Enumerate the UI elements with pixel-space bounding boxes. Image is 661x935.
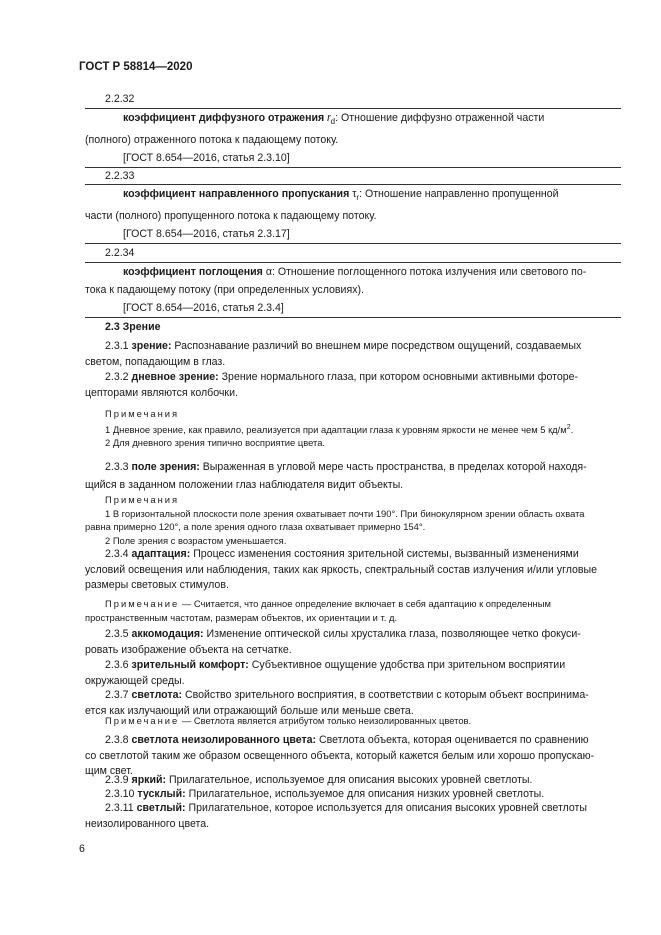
paragraph-2-3-3: 2.3.3 поле зрения: Выраженная в угловой мере часть пространства, в пределах которой находя- щийся в заданном положении глаз наблюдателя видит объекты.: [85, 461, 587, 491]
term-symbol-sub: r: [356, 193, 360, 203]
term-definition-cont: тока к падающему потоку (при определенных условиях).: [85, 284, 364, 296]
term-symbol: r: [327, 112, 331, 124]
term-reference: [ГОСТ 8.654—2016, статья 2.3.17]: [123, 228, 290, 241]
term-symbol: τ: [352, 188, 357, 200]
term-name: коэффициент поглощения: [123, 266, 263, 278]
term-definition-cont: части (полного) пропущенного потока к падающему потоку.: [85, 210, 377, 223]
term-symbol-sub: d: [330, 117, 336, 127]
term-name: коэффициент направленного пропускания: [123, 188, 350, 200]
term-definition: : Отношение направленно пропущенной: [359, 188, 559, 200]
section-title: 2.3 Зрение: [105, 321, 161, 333]
paragraph-2-3-11: 2.3.11 светлый: Прилагательное, которое используется для описания высоких уровней светлоты неизолированного цвета.: [85, 802, 588, 830]
notes-title: Примечания: [105, 408, 180, 419]
term-number: 2.2.32: [105, 93, 135, 105]
notes-title: Примечания: [105, 494, 180, 505]
term-number: 2.2.33: [105, 170, 135, 182]
term-reference: [ГОСТ 8.654—2016, статья 2.3.10]: [123, 152, 290, 165]
term-definition: : Отношение диффузно отраженной части: [335, 112, 545, 124]
term-symbol: α: [265, 266, 272, 278]
paragraph-2-3-7: 2.3.7 светлота: Свойство зрительного восприятия, в соответствии с которым объект воспринима- ется как излучающий или отражающий больше или меньше света.: [85, 689, 589, 717]
document-header: ГОСТ Р 58814—2020: [79, 61, 193, 73]
term-definition: : Отношение поглощенного потока излучения или светового по-: [271, 266, 587, 278]
note-block: Примечание — Считается, что данное определение включает в себя адаптацию к определенным пространственным частотам, размерам объектов, их ориентации и т. д.: [85, 598, 551, 623]
paragraph-2-3-5: 2.3.5 аккомодация: Изменение оптической силы хрусталика глаза, позволяющее четко фокуси- ровать изображение объекта на сетчатке.: [85, 628, 581, 656]
term-reference: [ГОСТ 8.654—2016, статья 2.3.4]: [123, 302, 284, 314]
term-box: [85, 108, 621, 168]
term-definition-cont: (полного) отраженного потока к падающему потоку.: [85, 134, 339, 147]
term-box: [85, 184, 621, 244]
notes-block: Примечания 1 В горизонтальной плоскости поле зрения охватывает почти 190°. При бинокулярном зрении область охвата равна примерно 120°, а поле зрения одного глаза охватывает примерно 154°. 2 Поле зрения с возрастом уменьшается.: [85, 493, 617, 547]
term-box: [85, 262, 621, 318]
paragraph-2-3-10: 2.3.10 тусклый: Прилагательное, используемое для описания низких уровней светлоты.: [105, 788, 545, 800]
paragraph-2-3-8: 2.3.8 светлота неизолированного цвета: Светлота объекта, которая оценивается по сравнению со светлотой таким же образом освещенного объекта, который кажется белым или хорошо пропускаю- щим свет.: [85, 734, 595, 777]
paragraph-2-3-1: 2.3.1 зрение: Распознавание различий во внешнем мире посредством ощущений, создаваемых светом, попадающим в глаз.: [85, 340, 582, 368]
paragraph-2-3-4: 2.3.4 адаптация: Процесс изменения состояния зрительной системы, вызванный изменениями условий освещения или наблюдения, таких как яркость, спектральный состав излучения и/или угловые размеры световых стимулов.: [85, 548, 598, 591]
page-number: 6: [79, 843, 85, 855]
paragraph-2-3-9: 2.3.9 яркий: Прилагательное, используемое для описания высоких уровней светлоты.: [105, 774, 533, 786]
note-block: Примечание — Светлота является атрибутом только неизолированных цветов.: [105, 715, 472, 726]
paragraph-2-3-2: 2.3.2 дневное зрение: Зрение нормального глаза, при котором основными активными фоторе- цепторами являются колбочки.: [85, 371, 579, 399]
term-number: 2.2.34: [105, 247, 135, 259]
notes-block: Примечания 1 Дневное зрение, как правило, реализуется при адаптации глаза к уровням яркости не менее чем 5 $кд/м^2$. 2 Для дневного зрения типично восприятие цвета.: [85, 407, 617, 450]
paragraph-2-3-6: 2.3.6 зрительный комфорт: Субъективное ощущение удобства при зрительном восприятии окружающей среды.: [85, 659, 566, 687]
term-name: коэффициент диффузного отражения: [123, 112, 325, 124]
